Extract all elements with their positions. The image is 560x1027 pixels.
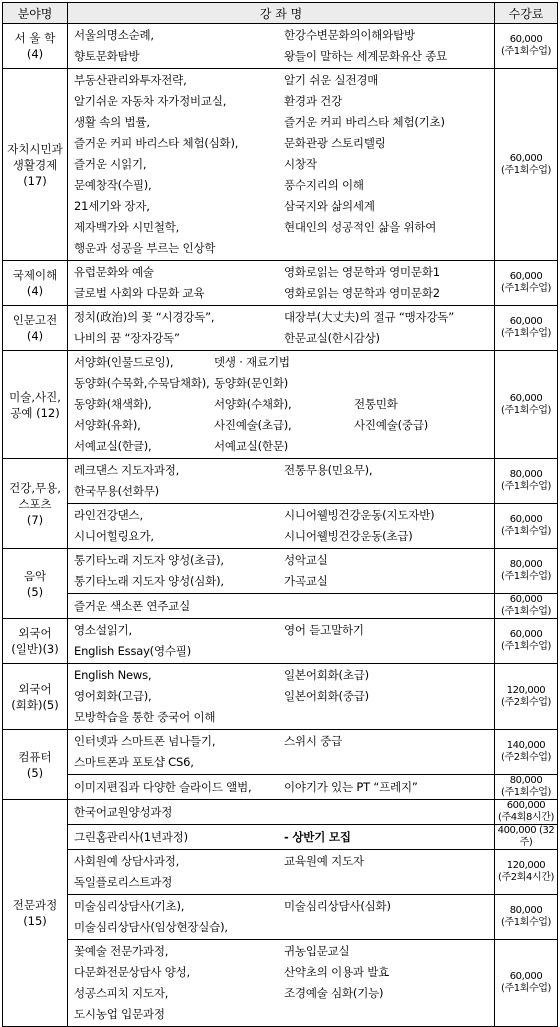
course-item: 향토문화탐방 [74, 49, 140, 63]
fee-value: 80,000 [509, 905, 543, 916]
fee-cell [495, 24, 558, 69]
category-label: 외국어 [18, 626, 52, 640]
fee-value: 80,000 [509, 469, 543, 480]
table-row [3, 261, 558, 306]
fee-value: (주1회수업) [500, 787, 551, 798]
course-item: 일본어회화(중급) [284, 689, 369, 703]
fee-value: (주1회수업) [500, 164, 551, 176]
course-list [74, 307, 494, 349]
category-label: (회화)(5) [11, 697, 59, 712]
course-item: 환경과 건강 [284, 94, 342, 108]
course-item: 통기타노래 지도자 양성(심화), [74, 574, 224, 588]
table-row [3, 940, 558, 1027]
table-row [3, 619, 558, 664]
fee-value: (주1회수업) [500, 983, 551, 994]
header-category: 분야명 [3, 3, 68, 24]
courses-cell [68, 619, 495, 664]
category-cell [3, 261, 68, 306]
course-list [74, 505, 494, 547]
course-item: 조경예술 심화(기능) [284, 986, 384, 1000]
courses-cell [68, 800, 495, 825]
category-cell [3, 69, 68, 261]
course-item: 미술심리상담사(임상현장실습), [74, 920, 228, 934]
course-item: 대장부(大丈夫)의 절규 “맹자강독” [284, 310, 454, 324]
courses-cell [68, 895, 495, 940]
fee-value: (주1회수업) [500, 481, 551, 492]
course-item: 부동산관리와투자전략, [74, 73, 187, 87]
fee-cell [495, 594, 558, 619]
table-row [3, 800, 558, 825]
header-courses: 강 좌 명 [68, 3, 495, 24]
fee-value: 60,000 [509, 629, 543, 640]
course-item: 한문교실(한시감상) [284, 331, 380, 345]
fee-cell [495, 850, 558, 895]
courses-cell [68, 940, 495, 1027]
table-row [3, 69, 558, 261]
category-label: (4) [26, 329, 44, 343]
table-row [3, 895, 558, 940]
course-list [74, 827, 494, 848]
course-item: English Essay(영수필) [74, 644, 191, 658]
fee-value: (주1회수업) [500, 641, 551, 652]
category-label: 자치시민과 [7, 141, 63, 156]
course-list [74, 70, 494, 259]
course-item: 도시농업 입문과정 [74, 1007, 165, 1021]
fee-value: 120,000 [506, 684, 546, 696]
course-list [74, 802, 494, 823]
fee-cell [495, 351, 558, 459]
courses-cell [68, 351, 495, 459]
fee-cell [495, 69, 558, 261]
fee-value: (주2회수업) [500, 752, 551, 763]
category-label: 인문고전 [12, 313, 58, 327]
course-item: 성악교실 [284, 553, 328, 567]
fee-value: 80,000 [509, 559, 543, 570]
course-item: 이야기가 있는 PT “프레지” [284, 779, 418, 794]
course-item: 왕들이 말하는 세계문화유산 종묘 [284, 49, 448, 63]
course-item: 일본어회화(초급) [284, 668, 369, 682]
course-item: 서예교실(한문) [214, 439, 289, 453]
fee-value: 140,000 [506, 740, 546, 751]
course-item: 사진예술(초급), [214, 418, 292, 432]
category-label: 서 울 학 [14, 31, 56, 45]
table-row [3, 504, 558, 549]
course-list [74, 731, 494, 773]
course-item: 문화관광 스토리텔링 [284, 136, 386, 150]
course-item [354, 436, 494, 457]
table-row [3, 459, 558, 504]
fee-value: (주1회수업) [500, 283, 551, 294]
category-label: (15) [23, 914, 47, 928]
fee-cell [495, 549, 558, 594]
courses-cell [68, 24, 495, 69]
course-item: 시니어웰빙건강운동(초급) [284, 529, 413, 543]
fee-value: (주1회수업) [500, 328, 551, 339]
course-item: 레크댄스 지도자과정, [74, 463, 180, 477]
course-item: 미술심리상담사(심화) [284, 899, 391, 913]
category-label: (5) [26, 584, 44, 599]
course-item: 알기쉬운 자동차 자가정비교실, [74, 94, 227, 108]
course-item: 성공스피치 지도자, [74, 986, 169, 1000]
course-item: 귀농입문교실 [284, 944, 350, 958]
course-item: 영어회화(고급), [74, 689, 152, 703]
course-item: 삼국지와 삶의세계 [284, 199, 375, 213]
fee-value: 60,000 [509, 316, 543, 327]
course-list [74, 896, 494, 938]
category-label: (4) [26, 284, 44, 298]
course-item: 즐거운 커피 바리스타 체험(심화), [74, 136, 239, 150]
course-item [354, 352, 494, 373]
course-list [74, 262, 494, 304]
fee-value: (주1회수업) [500, 46, 551, 57]
course-item: 서양화(수채화), [214, 397, 292, 411]
category-label: 국제이해 [12, 268, 58, 282]
fee-cell [495, 664, 558, 730]
fee-value: (주1회수업) [500, 917, 551, 928]
category-label: 건강,무용, [9, 480, 61, 495]
category-label: (5) [26, 765, 44, 780]
category-label: 외국어 [18, 681, 52, 696]
table-row [3, 306, 558, 351]
course-list [74, 851, 494, 893]
category-cell [3, 619, 68, 664]
category-label: 전문과정 [12, 898, 58, 912]
course-item: 정치(政治)의 꽃 “시경강독”, [74, 310, 215, 324]
course-list [74, 25, 494, 67]
course-item: 전통민화 [354, 397, 398, 411]
course-list [74, 596, 494, 617]
courses-cell [68, 459, 495, 504]
course-item: 행운과 성공을 부르는 인상학 [74, 241, 216, 255]
courses-cell [68, 850, 495, 895]
courses-cell [68, 69, 495, 261]
category-cell [3, 730, 68, 800]
course-item: 이미지편집과 다양한 슬라이드 앨범, [74, 779, 252, 794]
fee-cell [495, 306, 558, 351]
header-fee: 수강료 [495, 3, 558, 24]
course-item: 스위시 중급 [284, 734, 342, 748]
course-list [74, 777, 494, 798]
course-item [284, 917, 494, 938]
courses-cell [68, 504, 495, 549]
courses-cell [68, 775, 495, 800]
course-item: 문예창작(수필), [74, 178, 152, 192]
course-list [74, 620, 494, 662]
table-row [3, 850, 558, 895]
table-row [3, 24, 558, 69]
fee-cell [495, 459, 558, 504]
category-label: (17) [23, 173, 47, 188]
category-label: 공예 (12) [10, 405, 60, 420]
courses-cell [68, 549, 495, 594]
course-item: 독일플로리스트과정 [74, 875, 173, 889]
fee-value: 60,000 [509, 971, 543, 982]
course-item: 영소설읽기, [74, 623, 132, 637]
courses-cell [68, 594, 495, 619]
category-label: (4) [26, 47, 44, 61]
fee-value: 120,000 [506, 860, 546, 871]
course-item: 제자백가와 시민철학, [74, 220, 180, 234]
course-item: 동양화(수묵화,수묵담채화), [74, 376, 210, 390]
course-item: 시니어웰빙건강운동(지도자반) [284, 508, 435, 522]
course-item: 영화로읽는 영문학과 영미문화1 [284, 265, 440, 279]
table-row [3, 594, 558, 619]
fee-value: 600,000 [506, 800, 546, 811]
course-item: 가곡교실 [284, 574, 328, 588]
category-cell [3, 664, 68, 730]
fee-value: (주2회수업) [500, 696, 551, 708]
course-item: 나비의 꿈 “장자강독” [74, 331, 180, 345]
category-label: 미술,사진, [9, 389, 61, 404]
course-item: 서예교실(한글), [74, 439, 152, 453]
fee-value: 60,000 [509, 594, 543, 605]
course-item: 한국무용(선화무) [74, 484, 159, 498]
course-item: 뎃생 · 재료기법 [214, 355, 290, 369]
course-item: 즐거운 커피 바리스타 체험(기초) [284, 115, 445, 129]
course-item: 서울의명소순례, [74, 28, 154, 42]
fee-value: (주1회수업) [500, 571, 551, 582]
fee-cell [495, 775, 558, 800]
course-item: 인터넷과 스마트폰 넘나들기, [74, 734, 216, 748]
fee-cell [495, 619, 558, 664]
course-item: - 상반기 모집 [284, 829, 351, 844]
course-item: 산약초의 이용과 발효 [284, 965, 390, 979]
course-item: 꽃예술 전문가과정, [74, 944, 169, 958]
course-item: 그린홈관리사(1년과정) [74, 829, 188, 844]
course-item: 생활 속의 법률, [74, 115, 150, 129]
courses-cell [68, 730, 495, 775]
course-item: 동양화(문인화) [214, 376, 289, 390]
course-item: 영어 듣고말하기 [284, 623, 364, 637]
table-row [3, 549, 558, 594]
course-item: 글로벌 사회와 다문화 교육 [74, 286, 205, 300]
course-item: 미술심리상담사(기초), [74, 899, 185, 913]
course-item: 통기타노래 지도자 양성(초급), [74, 553, 224, 567]
category-cell [3, 459, 68, 549]
course-item: 시창작 [284, 157, 317, 171]
fee-value: (주1회수업) [500, 404, 551, 416]
table-row [3, 351, 558, 459]
table-row [3, 664, 558, 730]
category-label: 생활경제 [12, 157, 58, 172]
category-cell [3, 351, 68, 459]
courses-cell [68, 261, 495, 306]
courses-cell [68, 306, 495, 351]
fee-value: 60,000 [509, 392, 543, 404]
fee-value: 400,000 (32주) [497, 825, 555, 848]
course-item: 모방학습을 통한 중국어 이해 [74, 710, 216, 724]
fee-cell [495, 730, 558, 775]
course-item: 현대인의 성공적인 삶을 위하여 [284, 220, 437, 234]
course-list [74, 941, 494, 1025]
course-item [284, 752, 494, 773]
course-item [284, 641, 494, 662]
fee-cell [495, 895, 558, 940]
course-item: 사회원예 상담사과정, [74, 854, 180, 868]
course-item: English News, [74, 668, 152, 682]
fee-value: 60,000 [509, 271, 543, 282]
course-item: 전통무용(민요무), [284, 463, 373, 477]
table-body [3, 24, 558, 1027]
table-header-row [3, 3, 558, 24]
course-item: 서양화(인물드로잉), [74, 355, 174, 369]
course-item: 서양화(유화), [74, 418, 141, 432]
course-list [74, 550, 494, 592]
fee-cell [495, 940, 558, 1027]
fee-cell [495, 800, 558, 825]
fee-value: 60,000 [509, 514, 543, 525]
category-label: (일반)(3) [11, 642, 59, 656]
category-cell [3, 24, 68, 69]
courses-cell [68, 664, 495, 730]
table-row [3, 775, 558, 800]
fee-value: 80,000 [509, 775, 543, 786]
course-item: 유럽문화와 예술 [74, 265, 154, 279]
category-cell [3, 800, 68, 1027]
course-item: 교육원예 지도자 [284, 854, 364, 868]
fee-value: 60,000 [509, 152, 543, 164]
table-row [3, 730, 558, 775]
fee-value: (주1회수업) [500, 526, 551, 537]
course-item: 라인건강댄스, [74, 508, 143, 522]
table-row [3, 825, 558, 850]
course-item: 즐거운 색소폰 연주교실 [74, 598, 190, 613]
category-label: (7) [26, 512, 44, 527]
fee-value: (주4회8시간) [498, 812, 554, 823]
category-label: 컴퓨터 [18, 749, 52, 764]
category-label: 스포츠 [18, 496, 52, 511]
course-item: 동양화(채색화), [74, 397, 152, 411]
fee-cell [495, 504, 558, 549]
course-list [74, 352, 494, 457]
course-item: 시니어힐링요가, [74, 529, 154, 543]
fee-cell [495, 261, 558, 306]
course-item: 사진예술(중급) [354, 418, 429, 432]
course-item: 한국어교원양성과정 [74, 804, 173, 819]
fee-value: (주1회수업) [500, 606, 551, 617]
category-label: 음악 [23, 568, 47, 583]
course-item: 한강수변문화의이해와탐방 [284, 28, 415, 42]
course-item [284, 481, 494, 502]
course-list [74, 460, 494, 502]
fee-value: 60,000 [509, 34, 543, 45]
course-table [2, 2, 558, 1027]
course-item: 21세기와 장자, [74, 199, 150, 213]
course-item: 풍수지리의 이해 [284, 178, 364, 192]
courses-cell [68, 825, 495, 850]
category-cell [3, 306, 68, 351]
course-item: 영화로읽는 영문학과 영미문화2 [284, 286, 440, 300]
category-cell [3, 549, 68, 619]
course-item: 알기 쉬운 실전경매 [284, 73, 379, 87]
course-item: 즐거운 시읽기, [74, 157, 147, 171]
course-item [354, 373, 494, 394]
course-item: 다문화전문상담사 양성, [74, 965, 190, 979]
course-item: 스마트폰과 포토샵 CS6, [74, 755, 194, 769]
fee-cell [495, 825, 558, 850]
fee-value: (주2회4시간) [498, 872, 554, 883]
course-list [74, 665, 494, 728]
